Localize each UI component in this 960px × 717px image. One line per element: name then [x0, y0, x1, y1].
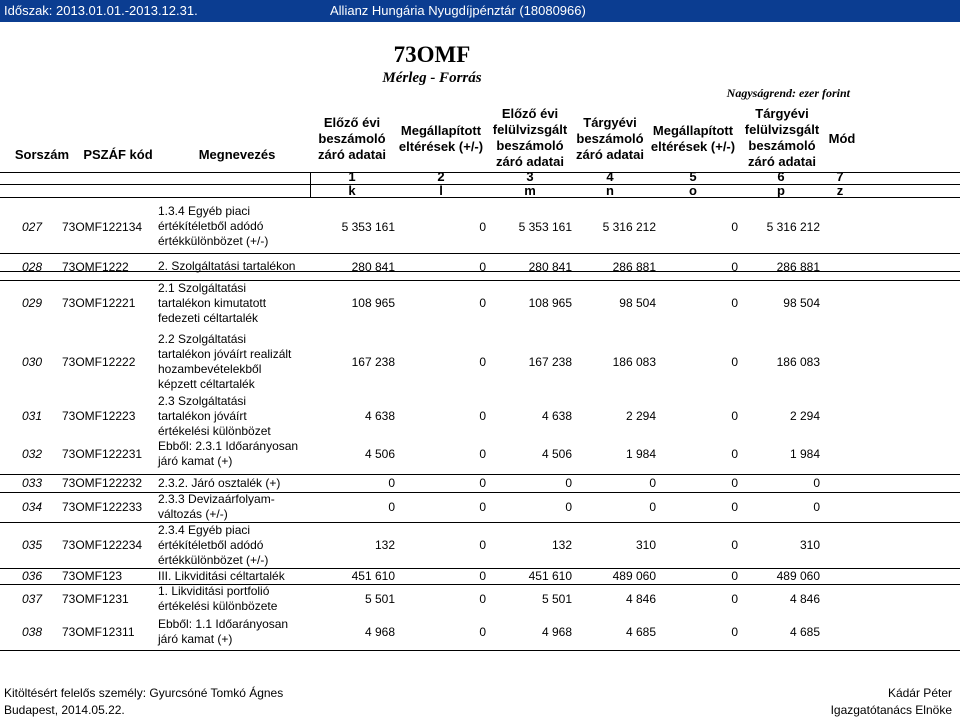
row-value: 4 638 — [364, 409, 395, 423]
row-value: 108 965 — [528, 296, 572, 310]
row-value: 0 — [813, 476, 820, 490]
row-label-line: 2.3.3 Devizaárfolyam- — [158, 492, 275, 506]
row-divider — [0, 280, 960, 281]
row-divider — [0, 253, 960, 254]
header-col2: Megállapított eltérések (+/-) — [398, 123, 484, 154]
header-col5: Megállapított eltérések (+/-) — [650, 123, 736, 154]
row-value: 0 — [479, 569, 486, 583]
column-letter: n — [606, 183, 614, 198]
row-divider — [0, 197, 960, 198]
row-value: 280 841 — [528, 259, 572, 274]
row-label-line: 2.3.4 Egyéb piaci — [158, 522, 251, 537]
row-number: 029 — [22, 296, 43, 310]
column-number: 3 — [526, 169, 534, 184]
header-col3: Előző évi felülvizsgált beszámoló záró adatai — [492, 106, 568, 169]
row-divider — [0, 172, 960, 173]
row-value: 0 — [388, 500, 395, 514]
row-label-line: fedezeti céltartalék — [158, 310, 259, 325]
row-label-line: értékkülönbözet (+/-) — [158, 552, 269, 567]
row-label-line: járó kamat (+) — [158, 632, 233, 646]
column-number: 6 — [777, 169, 785, 184]
row-value: 5 501 — [541, 592, 572, 606]
row-value: 310 — [799, 538, 820, 552]
header-pszaf-kod: PSZÁF kód — [83, 147, 153, 162]
row-pszaf-code: 73OMF12222 — [62, 355, 136, 369]
row-number: 030 — [22, 355, 43, 369]
row-label-line: 1. Likviditási portfolió — [158, 584, 270, 598]
row-value: 451 610 — [351, 569, 395, 583]
row-number: 038 — [22, 625, 43, 639]
row-value: 4 506 — [541, 447, 572, 461]
row-value: 4 638 — [541, 409, 572, 423]
row-value: 0 — [731, 409, 738, 423]
period-label: Időszak: 2013.01.01.-2013.12.31. — [4, 3, 198, 18]
row-value: 5 501 — [364, 592, 395, 606]
row-value: 0 — [565, 500, 572, 514]
row-label-line: 2.2 Szolgáltatási — [158, 332, 247, 346]
row-pszaf-code: 73OMF122233 — [62, 500, 143, 514]
row-label-line: változás (+/-) — [158, 507, 228, 521]
row-pszaf-code: 73OMF1222 — [62, 259, 129, 274]
column-number: 4 — [606, 169, 614, 184]
row-value: 0 — [479, 355, 486, 369]
signer-title: Igazgatótanács Elnöke — [830, 703, 952, 717]
column-number: 1 — [348, 169, 356, 184]
row-number: 035 — [22, 538, 43, 552]
row-label-line: értékkülönbözet (+/-) — [158, 234, 269, 248]
row-value: 0 — [731, 447, 738, 461]
row-value: 0 — [479, 259, 486, 274]
row-number: 031 — [22, 409, 43, 423]
row-value: 0 — [731, 625, 738, 639]
row-value: 186 083 — [776, 355, 820, 369]
column-letter: o — [689, 183, 697, 198]
row-value: 4 968 — [364, 625, 395, 639]
row-label-line: hozambevételekből — [158, 362, 262, 376]
row-value: 2 294 — [789, 409, 820, 423]
row-value: 0 — [479, 409, 486, 423]
row-value: 5 353 161 — [518, 219, 572, 234]
row-number: 032 — [22, 447, 43, 461]
header-col6: Tárgyévi felülvizsgált beszámoló záró adatai — [744, 106, 820, 169]
row-value: 0 — [731, 355, 738, 369]
row-value: 280 841 — [351, 259, 395, 274]
row-value: 5 316 212 — [766, 219, 820, 234]
row-value: 0 — [565, 476, 572, 490]
unit-note: Nagyságrend: ezer forint — [726, 86, 850, 100]
column-number: 2 — [437, 169, 445, 184]
row-number: 034 — [22, 500, 43, 514]
row-value: 0 — [479, 476, 486, 490]
row-label-line: 2. Szolgáltatási tartalékon — [158, 259, 296, 273]
row-value: 489 060 — [776, 569, 820, 583]
report-subtitle: Mérleg - Forrás — [382, 70, 482, 86]
row-value: 0 — [479, 625, 486, 639]
responsible-person: Kitöltésért felelős személy: Gyurcsóné Tomkó Ágnes — [4, 686, 284, 700]
row-value: 0 — [731, 592, 738, 606]
signer-name: Kádár Péter — [887, 686, 952, 700]
column-number: 7 — [836, 169, 844, 184]
row-number: 028 — [22, 259, 43, 274]
row-label-line: képzett céltartalék — [158, 377, 255, 391]
row-divider — [0, 474, 960, 475]
row-divider — [0, 522, 960, 523]
row-value: 132 — [551, 538, 572, 552]
row-value: 0 — [388, 476, 395, 490]
header-col1: Előző évi beszámoló záró adatai — [318, 115, 386, 162]
row-divider — [0, 584, 960, 585]
place-date: Budapest, 2014.05.22. — [4, 703, 125, 717]
column-letter: l — [439, 183, 443, 198]
row-label-line: Ebből: 2.3.1 Időarányosan — [158, 439, 299, 453]
row-label-line: 2.3 Szolgáltatási — [158, 393, 247, 408]
row-pszaf-code: 73OMF122231 — [62, 447, 143, 461]
row-label-line: 1.3.4 Egyéb piaci — [158, 204, 251, 218]
column-letter: p — [777, 183, 785, 198]
row-value: 0 — [479, 538, 486, 552]
row-value: 2 294 — [625, 409, 656, 423]
row-value: 0 — [731, 296, 738, 310]
row-divider — [0, 184, 960, 185]
row-value: 286 881 — [612, 259, 656, 274]
row-label-line: tartalékon jóváírt — [158, 408, 247, 423]
row-number: 033 — [22, 476, 43, 490]
row-label-line: járó kamat (+) — [158, 454, 233, 468]
row-label-line: értékelési különbözet — [158, 423, 271, 438]
row-label-line: 2.3.2. Járó osztalék (+) — [158, 475, 281, 490]
row-label-line: értékelési különbözete — [158, 599, 278, 613]
row-value: 4 968 — [541, 625, 572, 639]
row-value: 132 — [374, 538, 395, 552]
row-label-line: értékítéletből adódó — [158, 537, 264, 552]
row-value: 5 353 161 — [341, 219, 395, 234]
column-number: 5 — [689, 169, 697, 184]
column-letter: m — [524, 183, 536, 198]
row-value: 0 — [731, 476, 738, 490]
column-divider — [310, 172, 311, 197]
row-value: 98 504 — [783, 296, 820, 310]
header-megnevezes: Megnevezés — [198, 147, 276, 162]
row-value: 0 — [479, 500, 486, 514]
row-value: 0 — [731, 538, 738, 552]
row-divider — [0, 492, 960, 493]
row-pszaf-code: 73OMF1231 — [62, 592, 129, 606]
row-value: 0 — [731, 500, 738, 514]
row-value: 0 — [479, 219, 486, 234]
top-bar — [0, 0, 960, 22]
row-value: 0 — [649, 476, 656, 490]
row-value: 0 — [479, 296, 486, 310]
row-value: 4 846 — [625, 592, 656, 606]
column-letter: z — [836, 183, 844, 198]
row-value: 4 506 — [364, 447, 395, 461]
row-pszaf-code: 73OMF12221 — [62, 296, 136, 310]
row-label-line: értékítéletből adódó — [158, 219, 264, 233]
row-value: 5 316 212 — [602, 219, 656, 234]
row-value: 167 238 — [351, 355, 395, 369]
row-label-line: tartalékon kimutatott — [158, 295, 267, 310]
row-value: 186 083 — [612, 355, 656, 369]
row-value: 0 — [649, 500, 656, 514]
row-value: 0 — [731, 219, 738, 234]
row-label-line: Ebből: 1.1 Időarányosan — [158, 617, 289, 631]
row-value: 4 685 — [625, 625, 656, 639]
row-pszaf-code: 73OMF122134 — [62, 219, 143, 234]
row-value: 108 965 — [351, 296, 395, 310]
header-mod: Mód — [828, 131, 856, 146]
row-pszaf-code: 73OMF123 — [62, 569, 123, 583]
row-label-line: tartalékon jóváírt realizált — [158, 347, 292, 361]
row-value: 98 504 — [619, 296, 656, 310]
row-value: 1 984 — [789, 447, 820, 461]
row-value: 0 — [731, 569, 738, 583]
row-value: 167 238 — [528, 355, 572, 369]
row-value: 286 881 — [776, 259, 820, 274]
row-pszaf-code: 73OMF122234 — [62, 538, 143, 552]
row-number: 036 — [22, 569, 43, 583]
row-value: 0 — [479, 592, 486, 606]
report-title: 73OMF — [393, 42, 471, 67]
column-letter: k — [348, 183, 356, 198]
row-number: 037 — [22, 592, 43, 606]
row-value: 0 — [813, 500, 820, 514]
row-label-line: 2.1 Szolgáltatási — [158, 280, 247, 295]
row-value: 1 984 — [625, 447, 656, 461]
row-pszaf-code: 73OMF122232 — [62, 476, 143, 490]
row-value: 4 846 — [789, 592, 820, 606]
row-value: 489 060 — [612, 569, 656, 583]
row-value: 0 — [479, 447, 486, 461]
row-pszaf-code: 73OMF12311 — [62, 625, 135, 639]
row-number: 027 — [22, 219, 43, 234]
row-value: 4 685 — [789, 625, 820, 639]
header-col4: Tárgyévi beszámoló záró adatai — [576, 115, 644, 162]
row-pszaf-code: 73OMF12223 — [62, 409, 136, 423]
row-value: 451 610 — [528, 569, 572, 583]
organization-label: Allianz Hungária Nyugdíjpénztár (18080966) — [330, 3, 586, 18]
header-sorszam: Sorszám — [14, 147, 70, 162]
row-value: 310 — [635, 538, 656, 552]
row-divider — [0, 650, 960, 651]
row-label-line: III. Likviditási céltartalék — [158, 568, 285, 583]
row-value: 0 — [731, 259, 738, 274]
